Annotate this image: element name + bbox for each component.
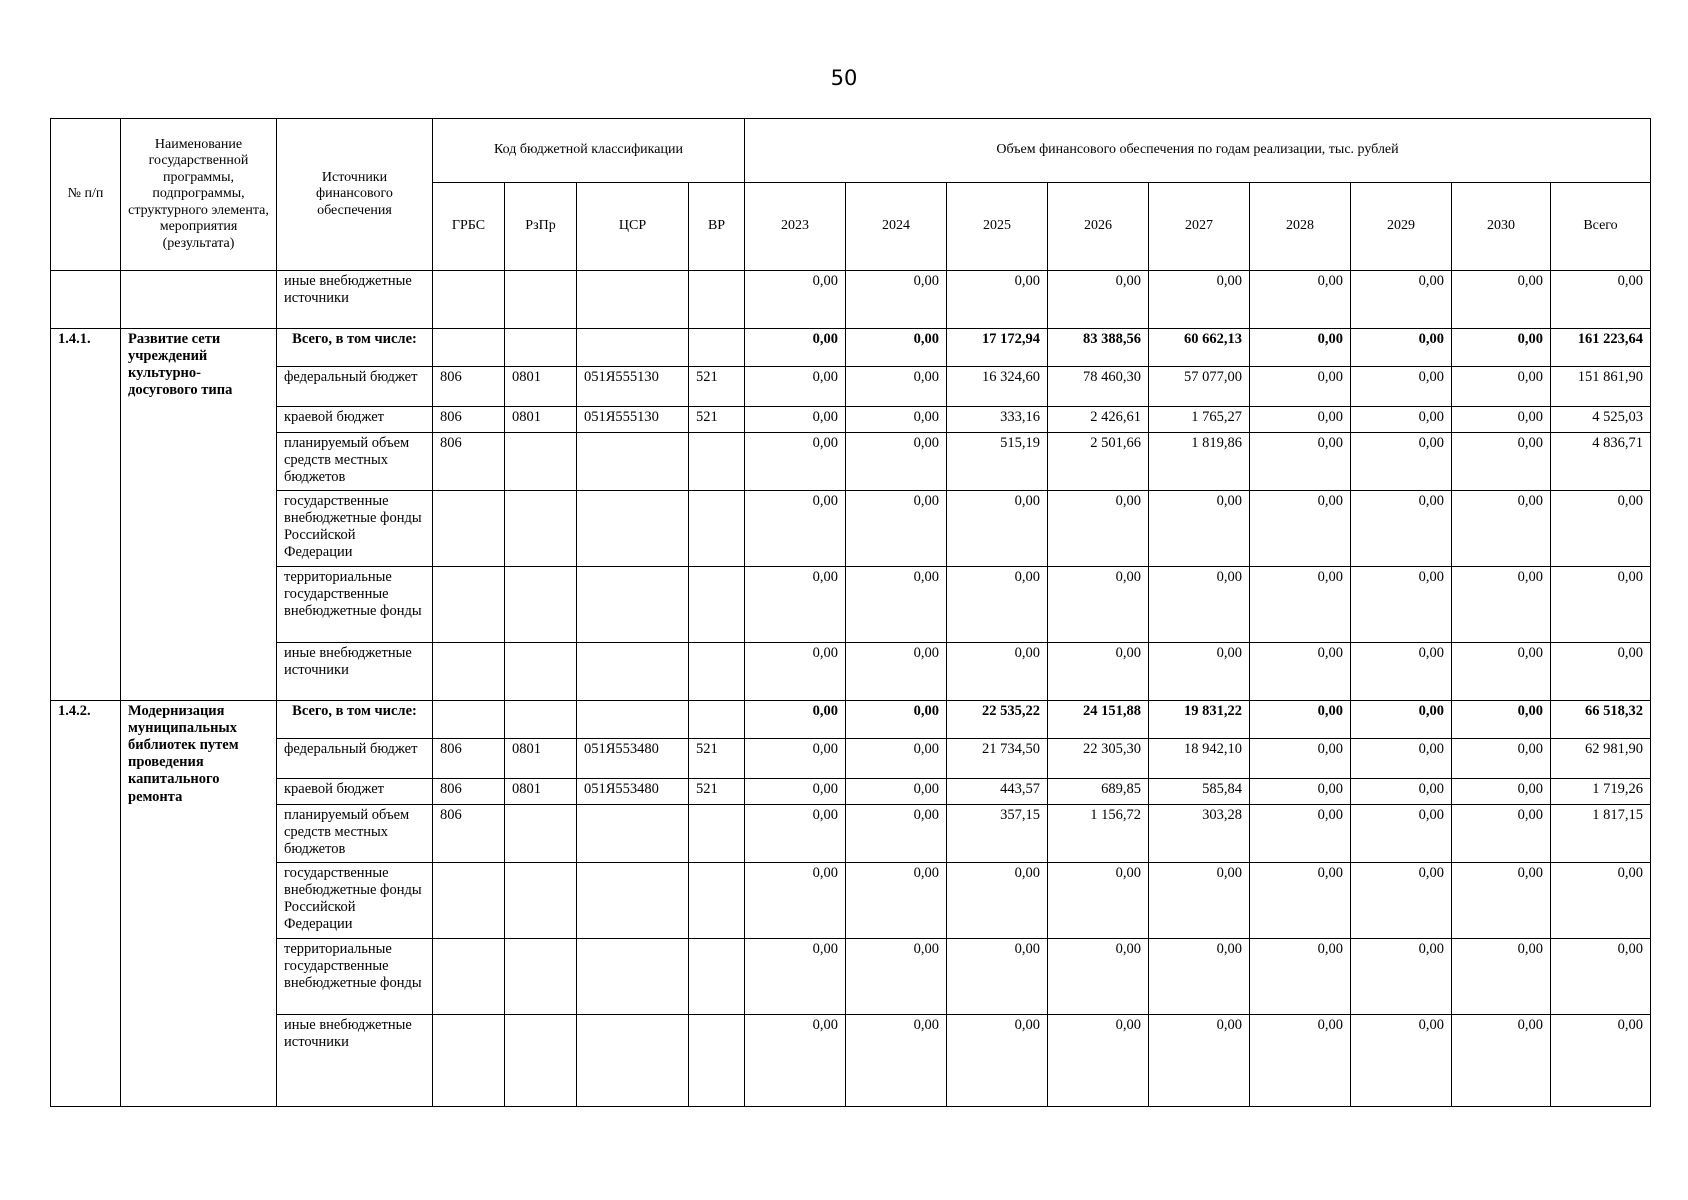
value-cell: 22 305,30 (1048, 739, 1149, 779)
table-row (51, 407, 1651, 433)
rzpr-cell (505, 329, 577, 367)
value-cell: 0,00 (846, 939, 947, 1015)
value-cell: 0,00 (1452, 329, 1551, 367)
value-cell: 1 719,26 (1551, 779, 1651, 805)
value-cell: 0,00 (745, 805, 846, 863)
value-cell: 689,85 (1048, 779, 1149, 805)
grbs-cell: 806 (433, 407, 505, 433)
value-cell: 0,00 (1250, 367, 1351, 407)
value-cell: 22 535,22 (947, 701, 1048, 739)
value-cell: 24 151,88 (1048, 701, 1149, 739)
value-cell: 0,00 (745, 407, 846, 433)
value-cell: 0,00 (1048, 271, 1149, 329)
rzpr-cell: 0801 (505, 367, 577, 407)
value-cell: 0,00 (745, 701, 846, 739)
value-cell: 0,00 (1250, 407, 1351, 433)
csr-cell (577, 1015, 689, 1107)
value-cell: 585,84 (1149, 779, 1250, 805)
value-cell: 0,00 (1250, 939, 1351, 1015)
table-row (51, 739, 1651, 779)
rzpr-cell: 0801 (505, 739, 577, 779)
value-cell: 515,19 (947, 433, 1048, 491)
value-cell: 0,00 (846, 567, 947, 643)
table-row (51, 271, 1651, 329)
value-cell: 1 819,86 (1149, 433, 1250, 491)
grbs-cell (433, 567, 505, 643)
source-cell: иные внебюджетные источники (277, 1015, 433, 1107)
grbs-cell (433, 863, 505, 939)
table-row (51, 433, 1651, 491)
header-year: 2027 (1149, 183, 1250, 271)
value-cell: 0,00 (1250, 701, 1351, 739)
grbs-cell (433, 271, 505, 329)
value-cell: 0,00 (1250, 329, 1351, 367)
value-cell: 443,57 (947, 779, 1048, 805)
table-header (51, 119, 1651, 271)
vr-cell (689, 643, 745, 701)
csr-cell (577, 329, 689, 367)
header-year: 2028 (1250, 183, 1351, 271)
source-cell: Всего, в том числе: (277, 329, 433, 367)
value-cell: 0,00 (947, 491, 1048, 567)
table-row-total (51, 701, 1651, 739)
csr-cell (577, 939, 689, 1015)
value-cell: 0,00 (846, 433, 947, 491)
header-year: 2026 (1048, 183, 1149, 271)
value-cell: 0,00 (947, 643, 1048, 701)
value-cell: 4 836,71 (1551, 433, 1651, 491)
rzpr-cell: 0801 (505, 407, 577, 433)
value-cell: 0,00 (846, 805, 947, 863)
value-cell: 0,00 (1351, 739, 1452, 779)
value-cell: 0,00 (745, 643, 846, 701)
value-cell: 303,28 (1149, 805, 1250, 863)
table-row (51, 491, 1651, 567)
value-cell: 0,00 (1048, 643, 1149, 701)
value-cell: 0,00 (1452, 805, 1551, 863)
section-name: Модернизация муниципальных библиотек путем проведения капитального ремонта (121, 701, 277, 1107)
value-cell: 0,00 (1452, 367, 1551, 407)
vr-cell (689, 701, 745, 739)
csr-cell (577, 863, 689, 939)
source-cell: федеральный бюджет (277, 367, 433, 407)
value-cell: 0,00 (1250, 779, 1351, 805)
header-vr: ВР (689, 183, 745, 271)
value-cell: 18 942,10 (1149, 739, 1250, 779)
value-cell: 17 172,94 (947, 329, 1048, 367)
vr-cell (689, 271, 745, 329)
value-cell: 0,00 (1250, 739, 1351, 779)
vr-cell (689, 491, 745, 567)
vr-cell: 521 (689, 779, 745, 805)
value-cell: 78 460,30 (1048, 367, 1149, 407)
value-cell: 0,00 (745, 491, 846, 567)
csr-cell (577, 567, 689, 643)
rzpr-cell (505, 939, 577, 1015)
rzpr-cell (505, 433, 577, 491)
value-cell: 0,00 (1351, 643, 1452, 701)
value-cell: 0,00 (1250, 1015, 1351, 1107)
value-cell: 357,15 (947, 805, 1048, 863)
table-row (51, 863, 1651, 939)
section-number: 1.4.2. (51, 701, 121, 1107)
source-cell: территориальные государственные внебюджетные фонды (277, 567, 433, 643)
rzpr-cell (505, 271, 577, 329)
value-cell: 0,00 (745, 433, 846, 491)
value-cell: 4 525,03 (1551, 407, 1651, 433)
table-row (51, 567, 1651, 643)
rzpr-cell (505, 491, 577, 567)
source-cell: государственные внебюджетные фонды Российской Федерации (277, 863, 433, 939)
rzpr-cell (505, 567, 577, 643)
grbs-cell: 806 (433, 433, 505, 491)
grbs-cell (433, 643, 505, 701)
value-cell: 0,00 (1551, 491, 1651, 567)
budget-table (50, 118, 1651, 1107)
value-cell: 0,00 (846, 271, 947, 329)
value-cell: 16 324,60 (947, 367, 1048, 407)
vr-cell: 521 (689, 367, 745, 407)
value-cell: 0,00 (1149, 939, 1250, 1015)
value-cell: 0,00 (1351, 433, 1452, 491)
csr-cell: 051Я553480 (577, 739, 689, 779)
table-body (51, 271, 1651, 1107)
csr-cell: 051Я555130 (577, 407, 689, 433)
value-cell: 0,00 (1351, 271, 1452, 329)
header-kbk: Код бюджетной классификации (433, 119, 745, 183)
value-cell: 83 388,56 (1048, 329, 1149, 367)
csr-cell (577, 805, 689, 863)
value-cell: 0,00 (1452, 701, 1551, 739)
value-cell: 0,00 (745, 329, 846, 367)
rzpr-cell (505, 1015, 577, 1107)
header-year: 2025 (947, 183, 1048, 271)
table-row (51, 939, 1651, 1015)
value-cell: 62 981,90 (1551, 739, 1651, 779)
rzpr-cell (505, 643, 577, 701)
grbs-cell (433, 701, 505, 739)
value-cell: 0,00 (1351, 1015, 1452, 1107)
value-cell: 0,00 (1452, 863, 1551, 939)
grbs-cell: 806 (433, 367, 505, 407)
value-cell: 0,00 (1351, 779, 1452, 805)
value-cell: 0,00 (1351, 407, 1452, 433)
vr-cell (689, 939, 745, 1015)
value-cell: 0,00 (745, 739, 846, 779)
value-cell: 0,00 (1452, 1015, 1551, 1107)
row-num-cell (51, 271, 121, 329)
value-cell: 0,00 (1149, 567, 1250, 643)
rzpr-cell: 0801 (505, 779, 577, 805)
value-cell: 1 817,15 (1551, 805, 1651, 863)
value-cell: 0,00 (1149, 863, 1250, 939)
section-number: 1.4.1. (51, 329, 121, 701)
header-year: 2029 (1351, 183, 1452, 271)
table-row (51, 779, 1651, 805)
value-cell: 0,00 (745, 367, 846, 407)
value-cell: 0,00 (1048, 567, 1149, 643)
value-cell: 0,00 (1452, 433, 1551, 491)
value-cell: 2 501,66 (1048, 433, 1149, 491)
section-name: Развитие сети учреждений культурно-досугового типа (121, 329, 277, 701)
value-cell: 0,00 (1351, 805, 1452, 863)
value-cell: 0,00 (745, 939, 846, 1015)
value-cell: 2 426,61 (1048, 407, 1149, 433)
value-cell: 0,00 (1452, 739, 1551, 779)
source-cell: территориальные государственные внебюджетные фонды (277, 939, 433, 1015)
value-cell: 151 861,90 (1551, 367, 1651, 407)
value-cell: 0,00 (1048, 491, 1149, 567)
value-cell: 0,00 (1551, 939, 1651, 1015)
value-cell: 0,00 (1452, 271, 1551, 329)
table-row (51, 643, 1651, 701)
header-name: Наименование государственной программы, подпрограммы, структурного элемента, мероприятия (результата) (121, 119, 277, 271)
value-cell: 0,00 (846, 407, 947, 433)
table-row (51, 1015, 1651, 1107)
value-cell: 0,00 (1250, 643, 1351, 701)
csr-cell (577, 271, 689, 329)
vr-cell (689, 1015, 745, 1107)
value-cell: 0,00 (1250, 567, 1351, 643)
value-cell: 0,00 (846, 739, 947, 779)
value-cell: 0,00 (1250, 491, 1351, 567)
page-number: 50 (830, 66, 858, 90)
value-cell: 0,00 (1250, 271, 1351, 329)
header-grbs: ГРБС (433, 183, 505, 271)
grbs-cell: 806 (433, 739, 505, 779)
value-cell: 0,00 (947, 939, 1048, 1015)
value-cell: 1 765,27 (1149, 407, 1250, 433)
value-cell: 0,00 (1149, 643, 1250, 701)
value-cell: 1 156,72 (1048, 805, 1149, 863)
value-cell: 0,00 (1351, 863, 1452, 939)
value-cell: 0,00 (745, 1015, 846, 1107)
value-cell: 0,00 (1250, 863, 1351, 939)
value-cell: 0,00 (947, 863, 1048, 939)
value-cell: 21 734,50 (947, 739, 1048, 779)
csr-cell (577, 433, 689, 491)
value-cell: 0,00 (1149, 491, 1250, 567)
value-cell: 0,00 (846, 643, 947, 701)
value-cell: 19 831,22 (1149, 701, 1250, 739)
value-cell: 0,00 (846, 701, 947, 739)
source-cell: краевой бюджет (277, 779, 433, 805)
vr-cell (689, 433, 745, 491)
table-row (51, 367, 1651, 407)
header-year: 2024 (846, 183, 947, 271)
table-row (51, 805, 1651, 863)
rzpr-cell (505, 863, 577, 939)
header-volume: Объем финансового обеспечения по годам реализации, тыс. рублей (745, 119, 1651, 183)
vr-cell (689, 863, 745, 939)
value-cell: 0,00 (1250, 433, 1351, 491)
vr-cell (689, 805, 745, 863)
value-cell: 0,00 (846, 1015, 947, 1107)
value-cell: 0,00 (947, 1015, 1048, 1107)
value-cell: 0,00 (846, 779, 947, 805)
value-cell: 0,00 (1351, 939, 1452, 1015)
value-cell: 333,16 (947, 407, 1048, 433)
csr-cell: 051Я555130 (577, 367, 689, 407)
value-cell: 0,00 (846, 863, 947, 939)
value-cell: 0,00 (1551, 271, 1651, 329)
source-cell: краевой бюджет (277, 407, 433, 433)
source-cell: планируемый объем средств местных бюджетов (277, 433, 433, 491)
value-cell: 0,00 (1351, 329, 1452, 367)
csr-cell (577, 491, 689, 567)
header-num: № п/п (51, 119, 121, 271)
row-name-cell (121, 271, 277, 329)
grbs-cell: 806 (433, 805, 505, 863)
value-cell: 0,00 (745, 779, 846, 805)
value-cell: 0,00 (1452, 567, 1551, 643)
header-year: 2023 (745, 183, 846, 271)
value-cell: 0,00 (846, 367, 947, 407)
header-csr: ЦСР (577, 183, 689, 271)
grbs-cell (433, 1015, 505, 1107)
source-cell: иные внебюджетные источники (277, 271, 433, 329)
vr-cell: 521 (689, 739, 745, 779)
source-cell: планируемый объем средств местных бюджетов (277, 805, 433, 863)
source-cell: государственные внебюджетные фонды Российской Федерации (277, 491, 433, 567)
header-year: 2030 (1452, 183, 1551, 271)
value-cell: 0,00 (745, 567, 846, 643)
source-cell: Всего, в том числе: (277, 701, 433, 739)
value-cell: 0,00 (1048, 939, 1149, 1015)
grbs-cell (433, 491, 505, 567)
header-total: Всего (1551, 183, 1651, 271)
value-cell: 57 077,00 (1149, 367, 1250, 407)
vr-cell (689, 567, 745, 643)
table-row-total (51, 329, 1651, 367)
value-cell: 0,00 (846, 491, 947, 567)
grbs-cell: 806 (433, 779, 505, 805)
value-cell: 161 223,64 (1551, 329, 1651, 367)
value-cell: 0,00 (1452, 939, 1551, 1015)
value-cell: 0,00 (1149, 1015, 1250, 1107)
header-source: Источники финансового обеспечения (277, 119, 433, 271)
source-cell: федеральный бюджет (277, 739, 433, 779)
value-cell: 0,00 (1048, 1015, 1149, 1107)
value-cell: 0,00 (1551, 863, 1651, 939)
value-cell: 0,00 (947, 271, 1048, 329)
value-cell: 66 518,32 (1551, 701, 1651, 739)
grbs-cell (433, 329, 505, 367)
csr-cell (577, 701, 689, 739)
value-cell: 0,00 (1351, 701, 1452, 739)
value-cell: 60 662,13 (1149, 329, 1250, 367)
value-cell: 0,00 (846, 329, 947, 367)
value-cell: 0,00 (1452, 643, 1551, 701)
value-cell: 0,00 (1351, 567, 1452, 643)
value-cell: 0,00 (1048, 863, 1149, 939)
vr-cell (689, 329, 745, 367)
value-cell: 0,00 (1351, 367, 1452, 407)
value-cell: 0,00 (1551, 643, 1651, 701)
grbs-cell (433, 939, 505, 1015)
value-cell: 0,00 (745, 863, 846, 939)
value-cell: 0,00 (1551, 1015, 1651, 1107)
csr-cell (577, 643, 689, 701)
value-cell: 0,00 (1452, 491, 1551, 567)
value-cell: 0,00 (1250, 805, 1351, 863)
vr-cell: 521 (689, 407, 745, 433)
value-cell: 0,00 (1551, 567, 1651, 643)
value-cell: 0,00 (745, 271, 846, 329)
value-cell: 0,00 (1351, 491, 1452, 567)
value-cell: 0,00 (1452, 407, 1551, 433)
source-cell: иные внебюджетные источники (277, 643, 433, 701)
value-cell: 0,00 (947, 567, 1048, 643)
rzpr-cell (505, 701, 577, 739)
csr-cell: 051Я553480 (577, 779, 689, 805)
value-cell: 0,00 (1149, 271, 1250, 329)
rzpr-cell (505, 805, 577, 863)
value-cell: 0,00 (1452, 779, 1551, 805)
header-rzpr: РзПр (505, 183, 577, 271)
